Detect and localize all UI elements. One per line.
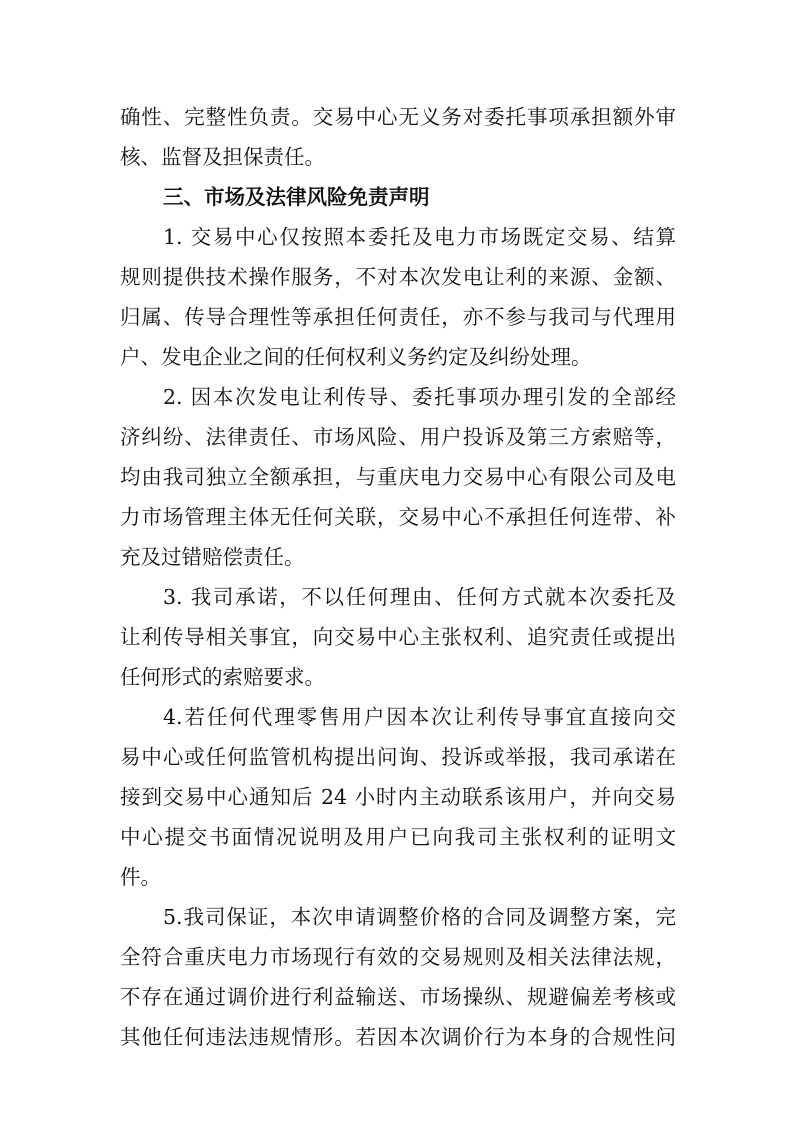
text-line: 易中心或任何监管机构提出问询、投诉或举报，我司承诺在 (120, 745, 676, 769)
text-line: 中心提交书面情况说明及用户已向我司主张权利的证明文 (120, 825, 676, 849)
text-line: 2. 因本次发电让利传导、委托事项办理引发的全部经 (163, 385, 676, 409)
text-line: 任何形式的索赔要求。 (120, 665, 325, 689)
text-line: 件。 (120, 865, 161, 889)
text-line: 户、发电企业之间的任何权利义务约定及纠纷处理。 (120, 345, 592, 369)
text-line: 规则提供技术操作服务，不对本次发电让利的来源、金额、 (120, 265, 676, 289)
text-line: 核、监督及担保责任。 (120, 145, 325, 169)
text-line: 归属、传导合理性等承担任何责任，亦不参与我司与代理用 (120, 305, 676, 329)
text-line: 1. 交易中心仅按照本委托及电力市场既定交易、结算 (163, 225, 676, 249)
text-line: 均由我司独立全额承担，与重庆电力交易中心有限公司及电 (120, 465, 676, 489)
text-line: 其他任何违法违规情形。若因本次调价行为本身的合规性问 (120, 1025, 676, 1049)
text-line: 全符合重庆电力市场现行有效的交易规则及相关法律法规， (120, 945, 676, 969)
text-line: 确性、完整性负责。交易中心无义务对委托事项承担额外审 (120, 105, 676, 129)
text-line: 济纠纷、法律责任、市场风险、用户投诉及第三方索赔等， (120, 425, 676, 449)
text-line: 3. 我司承诺，不以任何理由、任何方式就本次委托及 (163, 585, 676, 609)
text-line: 不存在通过调价进行利益输送、市场操纵、规避偏差考核或 (120, 985, 676, 1009)
section-heading: 三、市场及法律风险免责声明 (163, 185, 430, 209)
text-line: 充及过错赔偿责任。 (120, 545, 305, 569)
text-line: 力市场管理主体无任何关联，交易中心不承担任何连带、补 (120, 505, 676, 529)
text-line: 接到交易中心通知后 24 小时内主动联系该用户，并向交易 (120, 785, 676, 809)
text-line: 4.若任何代理零售用户因本次让利传导事宜直接向交 (163, 705, 676, 729)
text-line: 让利传导相关事宜，向交易中心主张权利、追究责任或提出 (120, 625, 676, 649)
text-line: 5.我司保证，本次申请调整价格的合同及调整方案，完 (163, 905, 676, 929)
